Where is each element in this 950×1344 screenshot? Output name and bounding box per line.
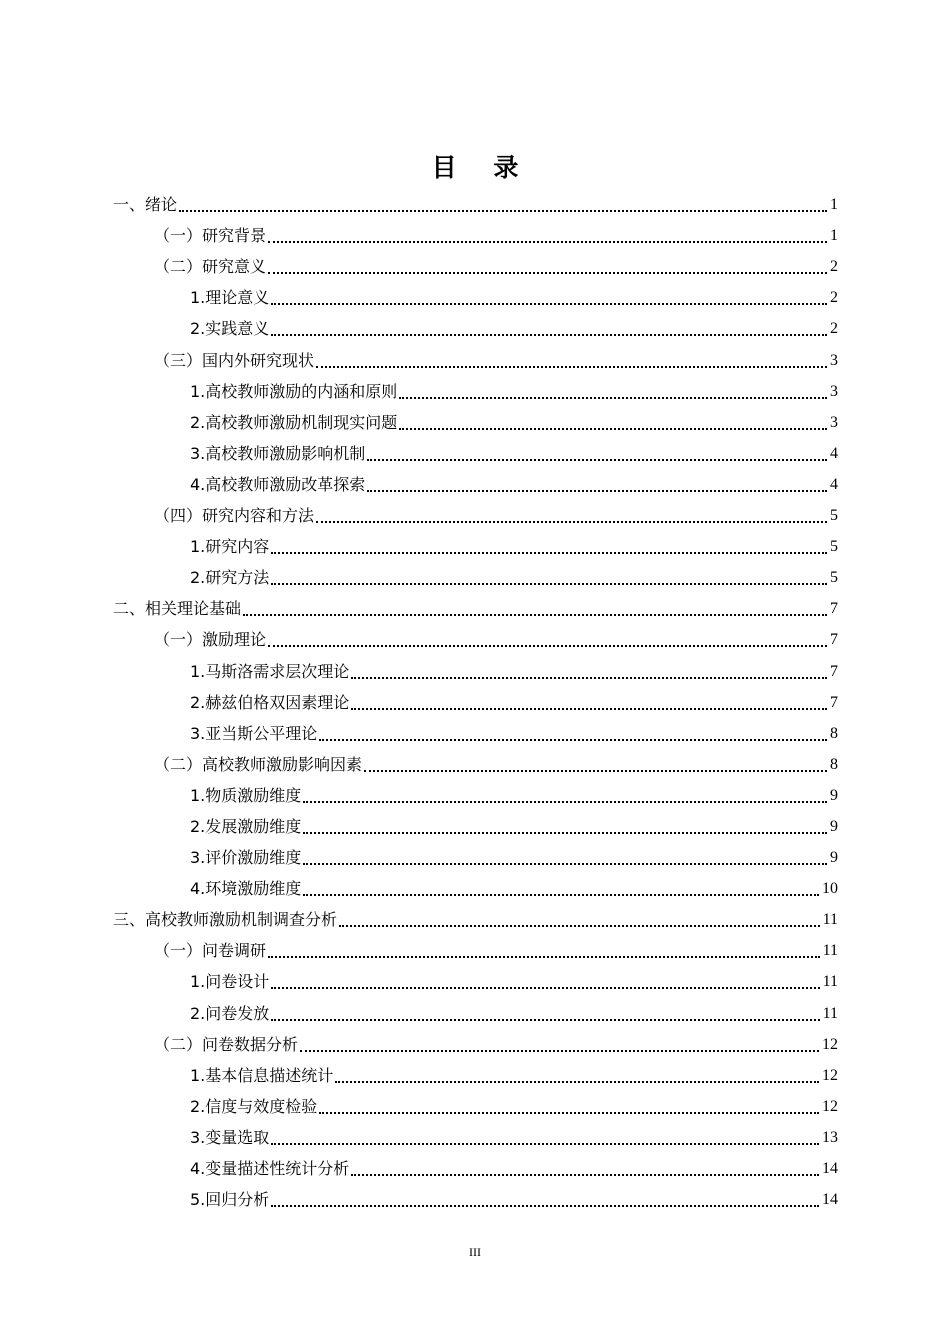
toc-entry-label: 3.变量选取 — [190, 1127, 270, 1147]
toc-entry-label: 2.实践意义 — [190, 319, 270, 339]
toc-entry-page-number: 14 — [822, 1191, 838, 1209]
toc-entry-page-number: 1 — [830, 227, 838, 245]
toc-dot-leader — [268, 272, 827, 274]
toc-entry-label: 2.研究方法 — [190, 568, 270, 588]
toc-entry-page-number: 2 — [830, 258, 838, 276]
toc-entry-page-number: 9 — [830, 849, 838, 867]
toc-entry[interactable] — [113, 873, 838, 904]
toc-entry-page-number: 12 — [822, 1097, 838, 1115]
toc-entry-page-number: 5 — [830, 538, 838, 556]
toc-entry-page-number: 8 — [830, 755, 838, 773]
toc-entry-label: 1.理论意义 — [190, 288, 270, 308]
toc-dot-leader — [335, 1081, 819, 1083]
toc-entry-label: 1.物质激励维度 — [190, 785, 302, 805]
toc-dot-leader — [271, 334, 827, 336]
toc-entry-page-number: 5 — [830, 569, 838, 587]
toc-entry-label: 2.发展激励维度 — [190, 816, 302, 836]
page-footer-number: III — [469, 1245, 481, 1259]
toc-entry-label: 3.高校教师激励影响机制 — [190, 443, 366, 463]
toc-entry[interactable] — [113, 997, 838, 1028]
toc-entry[interactable] — [113, 687, 838, 718]
toc-entry-page-number: 1 — [830, 196, 838, 214]
toc-entry-label: 5.回归分析 — [190, 1190, 270, 1210]
toc-entry-label: （三）国内外研究现状 — [154, 350, 315, 370]
toc-entry[interactable] — [113, 904, 838, 935]
toc-dot-leader — [268, 241, 827, 243]
toc-entry[interactable] — [113, 842, 838, 873]
toc-entry[interactable] — [113, 1122, 838, 1153]
toc-entry[interactable] — [113, 220, 838, 251]
toc-entry[interactable] — [113, 189, 838, 220]
toc-entry-label: （二）问卷数据分析 — [154, 1034, 299, 1054]
toc-entry[interactable] — [113, 780, 838, 811]
toc-dot-leader — [268, 645, 827, 647]
toc-entry[interactable] — [113, 282, 838, 313]
toc-dot-leader — [300, 1050, 819, 1052]
toc-dot-leader — [364, 770, 827, 772]
toc-entry-label: （二）高校教师激励影响因素 — [154, 754, 363, 774]
toc-entry-label: 1.基本信息描述统计 — [190, 1065, 334, 1085]
toc-dot-leader — [271, 987, 819, 989]
toc-entry-label: （一）问卷调研 — [154, 941, 267, 961]
toc-entry-page-number: 11 — [822, 1004, 838, 1022]
toc-dot-leader — [367, 459, 827, 461]
toc-entry[interactable] — [113, 593, 838, 624]
toc-dot-leader — [243, 614, 827, 616]
toc-dot-leader — [339, 925, 820, 927]
toc-entry-label: （一）激励理论 — [154, 630, 267, 650]
toc-entry-label: 4.环境激励维度 — [190, 879, 302, 899]
toc-entry-label: （四）研究内容和方法 — [154, 506, 315, 526]
toc-entry-page-number: 5 — [830, 507, 838, 525]
toc-entry-label: 4.高校教师激励改革探索 — [190, 474, 366, 494]
toc-entry[interactable] — [113, 1029, 838, 1060]
toc-entry-page-number: 12 — [822, 1066, 838, 1084]
toc-entry[interactable] — [113, 1153, 838, 1184]
toc-entry-page-number: 12 — [822, 1035, 838, 1053]
toc-entry-page-number: 4 — [830, 444, 838, 462]
toc-entry-page-number: 2 — [830, 289, 838, 307]
toc-dot-leader — [319, 739, 827, 741]
toc-entry-label: 3.评价激励维度 — [190, 848, 302, 868]
toc-entry-page-number: 3 — [830, 351, 838, 369]
toc-entry-label: 1.研究内容 — [190, 537, 270, 557]
toc-entry-label: 三、高校教师激励机制调查分析 — [113, 910, 338, 930]
toc-dot-leader — [271, 303, 827, 305]
toc-entry[interactable] — [113, 718, 838, 749]
toc-dot-leader — [351, 1174, 819, 1176]
toc-entry-label: 1.问卷设计 — [190, 972, 270, 992]
toc-dot-leader — [179, 210, 827, 212]
toc-entry[interactable] — [113, 469, 838, 500]
toc-entry-label: 4.变量描述性统计分析 — [190, 1159, 350, 1178]
toc-entry-page-number: 3 — [830, 413, 838, 431]
toc-entry[interactable] — [113, 1091, 838, 1122]
toc-dot-leader — [351, 677, 827, 679]
toc-entry-page-number: 4 — [830, 475, 838, 493]
toc-entry-page-number: 11 — [822, 942, 838, 960]
toc-entry[interactable] — [113, 531, 838, 562]
page-title: 目 录 — [431, 152, 533, 182]
toc-entry-page-number: 14 — [822, 1160, 838, 1177]
toc-dot-leader — [303, 863, 827, 865]
toc-entry-label: 二、相关理论基础 — [113, 599, 242, 619]
toc-dot-leader — [303, 801, 827, 803]
toc-entry[interactable] — [113, 407, 838, 438]
toc-entry[interactable] — [113, 376, 838, 407]
toc-entry-page-number: 7 — [830, 693, 838, 711]
toc-dot-leader — [268, 956, 820, 958]
toc-entry-page-number: 3 — [830, 382, 838, 400]
toc-entry-label: 2.高校教师激励机制现实问题 — [190, 412, 398, 432]
toc-entry-label: （二）研究意义 — [154, 257, 267, 277]
toc-dot-leader — [271, 583, 827, 585]
toc-entry-page-number: 8 — [830, 724, 838, 742]
toc-dot-leader — [319, 1112, 819, 1114]
toc-entry-page-number: 9 — [830, 786, 838, 804]
toc-entry[interactable] — [113, 749, 838, 780]
toc-entry-page-number: 11 — [822, 911, 838, 929]
toc-entry-label: 1.马斯洛需求层次理论 — [190, 661, 350, 681]
toc-entry-page-number: 7 — [830, 600, 838, 618]
toc-entry[interactable] — [113, 655, 838, 686]
toc-dot-leader — [351, 708, 827, 710]
toc-entry-page-number: 7 — [830, 631, 838, 649]
toc-entry-page-number: 9 — [830, 817, 838, 835]
toc-dot-leader — [271, 1205, 819, 1207]
toc-entry-page-number: 13 — [822, 1128, 838, 1146]
toc-entry[interactable] — [113, 562, 838, 593]
toc-entry[interactable] — [113, 344, 838, 375]
toc-entry-page-number: 10 — [822, 880, 838, 898]
toc-entry[interactable] — [113, 966, 838, 997]
toc-entry[interactable] — [113, 251, 838, 282]
toc-entry[interactable] — [113, 500, 838, 531]
toc-dot-leader — [271, 552, 827, 554]
toc-entry[interactable] — [113, 1060, 838, 1091]
toc-entry-label: （一）研究背景 — [154, 226, 267, 246]
toc-entry-label: 2.赫兹伯格双因素理论 — [190, 692, 350, 712]
table-of-contents — [113, 189, 838, 1215]
toc-dot-leader — [303, 894, 819, 896]
toc-entry[interactable] — [113, 1184, 838, 1215]
toc-dot-leader — [367, 490, 827, 492]
toc-entry[interactable] — [113, 811, 838, 842]
toc-dot-leader — [271, 1143, 819, 1145]
toc-dot-leader — [316, 366, 827, 368]
toc-entry[interactable] — [113, 624, 838, 655]
toc-entry-label: 2.问卷发放 — [190, 1003, 270, 1023]
toc-entry-label: 1.高校教师激励的内涵和原则 — [190, 381, 398, 401]
toc-entry-page-number: 11 — [822, 973, 838, 991]
toc-entry[interactable] — [113, 438, 838, 469]
toc-entry[interactable] — [113, 313, 838, 344]
toc-dot-leader — [399, 397, 827, 399]
toc-entry-label: 3.亚当斯公平理论 — [190, 723, 318, 743]
toc-entry[interactable] — [113, 935, 838, 966]
toc-dot-leader — [399, 428, 827, 430]
toc-entry-page-number: 2 — [830, 320, 838, 338]
toc-dot-leader — [271, 1019, 819, 1021]
toc-dot-leader — [303, 832, 827, 834]
toc-entry-label: 2.信度与效度检验 — [190, 1096, 318, 1116]
toc-entry-page-number: 7 — [830, 662, 838, 680]
toc-dot-leader — [316, 521, 827, 523]
toc-entry-label: 一、绪论 — [113, 195, 178, 215]
